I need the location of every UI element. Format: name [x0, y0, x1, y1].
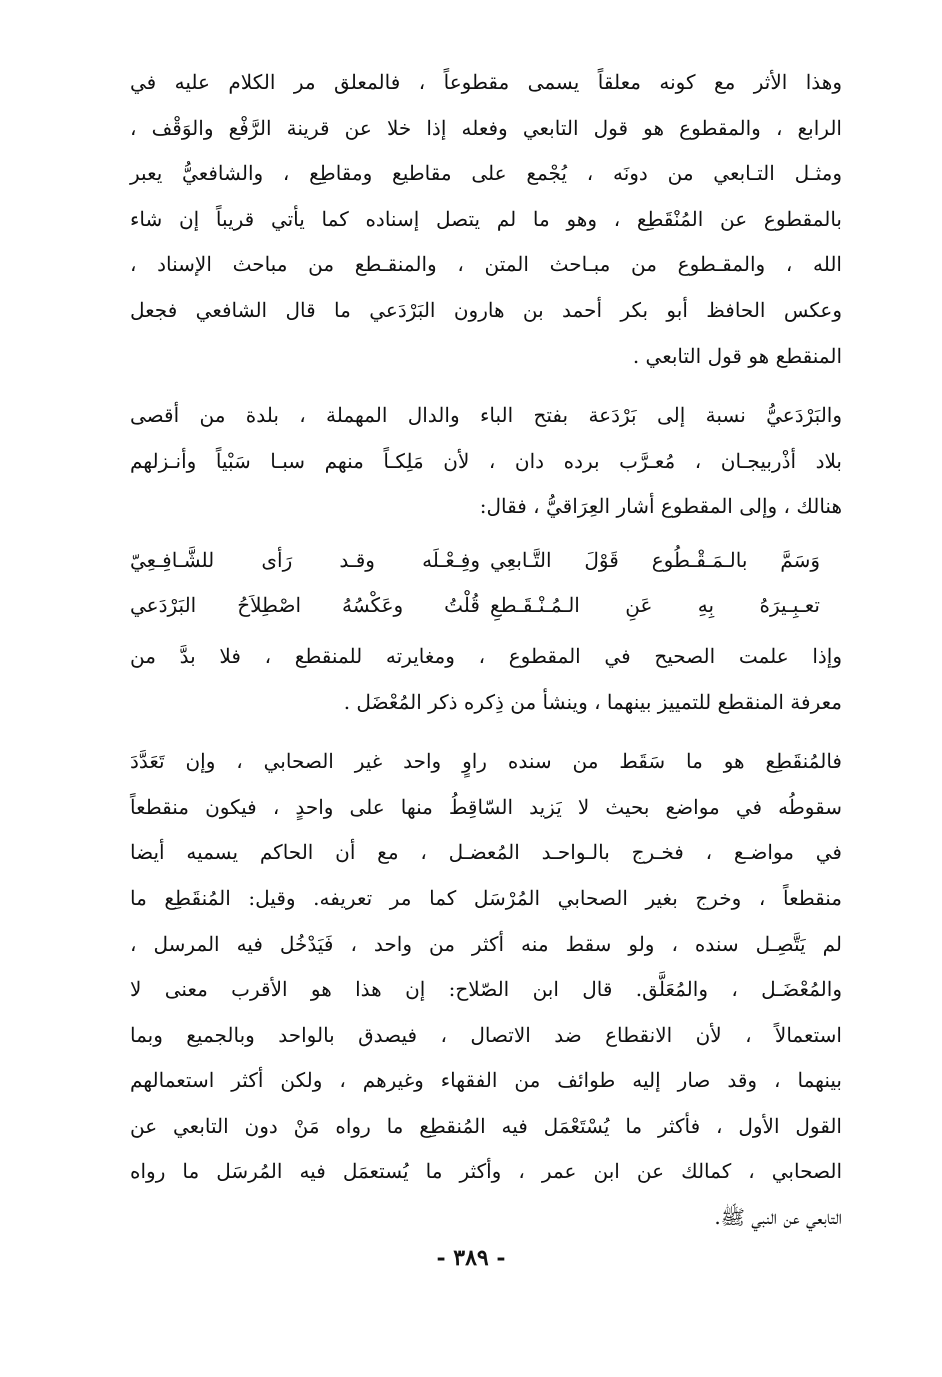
text-line: سقوطُه في مواضع بحيث لا يَزيد السّاقِطُ منها على واحدٍ ، فيكون منقطعاً — [130, 794, 842, 819]
text-line: الصحابي ، كمالك عن ابن عمر ، وأكثر ما يُستعمَل فيه المُرسَل ما رواه — [130, 1159, 842, 1184]
text-line: استعمالاً ، لأن الانقطاع ضد الاتصال ، فيصدق بالواحد وبالجميع وبما — [130, 1022, 842, 1047]
text-line: بينهما ، وقد صار إليه طوائف من الفقهاء وغيرهم ، ولكن أكثر استعمالهم — [130, 1068, 842, 1093]
text-line: منقطعاً ، وخرج بغير الصحابي المُرْسَل كما مر تعريفه. وقيل: المُنقَطِع ما — [130, 885, 842, 910]
text-line: في مواضـع ، فخـرج بالـواحـد المُعضـل ، مع أن الحاكم يسميه أيضا — [130, 840, 842, 865]
paragraph-3 — [130, 634, 842, 725]
text-line: وهذا الأثر مع كونه معلقاً يسمى مقطوعاً ، فالمعلق مر الكلام عليه في — [130, 70, 842, 94]
text-line: الله ، والمقـطوع من مبـاحث المتن ، والمنقـطع من مباحث الإسناد ، — [130, 252, 842, 277]
poem-block — [130, 538, 842, 628]
verse-second-hemistich: وفِـعْـلَه وقـد رَأى للشَّـافِـعِيّ — [130, 547, 480, 572]
page-body — [130, 60, 842, 1241]
text-line: والبَرْدَعيُّ نسبة إلى بَرْدَعة بفتح الباء والدال المهملة ، بلدة من أقصى — [130, 403, 842, 428]
verse-second-hemistich: قُلْتُ وعَكْسُهُ اصْطِلاَحُ البَرْدَعي — [130, 592, 480, 617]
text-line: لم يَتَّصِـل سنده ، ولو سقط منه أكثر من واحد ، فَيَدْخُل فيه المرسل ، — [130, 931, 842, 956]
text-line: بلاد أذْربيجـان ، مُعـرَّب برده دان ، لأن مَلِكـاً منهم سبـا سَبْياً وأنـزلهم — [130, 448, 842, 473]
verse-first-hemistich: وَسَمَّ بالـمَـقْـطُوع قَوْلَ التَّـابعِي — [490, 547, 820, 572]
text-line: القول الأول ، فأكثر ما يُسْتَعْمَل فيه المُنقطِع ما رواه مَنْ دون التابعي عن — [130, 1113, 842, 1138]
paragraph-4 — [130, 739, 842, 1241]
poem-verse — [130, 583, 842, 628]
text-line: وعكس الحافظ أبو بكر أحمد بن هارون البَرْدَعي ما قال الشافعي فجعل — [130, 297, 842, 322]
text-line: المنقطع هو قول التابعي . — [632, 343, 842, 368]
text-line: التابعي عن النبي ﷺ. — [714, 1205, 842, 1230]
text-line: هنالك ، وإلى المقطوع أشار العِرَاقيُّ ، فقال: — [479, 494, 842, 519]
text-line: الرابع ، والمقطوع هو قول التابعي وفعله إذا خلا عن قرينة الرَّفْع والوَقْف ، — [130, 115, 842, 140]
paragraph-gap — [130, 379, 842, 393]
page-number: - ٣٨٩ - — [436, 1245, 506, 1271]
text-line: ومثـل التـابعي من دونَه ، يُجْمع على مقاطيع ومقاطِع ، والشافعيُّ يعبر — [130, 161, 842, 186]
text-line: معرفة المنقطع للتمييز بينهما ، وينشأ من ذِكره ذكر المُعْضَل . — [343, 689, 842, 714]
paragraph-2 — [130, 393, 842, 530]
text-line: والمُعْضَـل ، والمُعَلَّق. قال ابن الصّلاح: إن هذا هو الأقرب معنى لا — [130, 977, 842, 1002]
text-line: وإذا علمت الصحيح في المقطوع ، ومغايرته للمنقطع ، فلا بدَّ من — [130, 643, 842, 668]
verse-first-hemistich: تعـبِـيرَهُ بِهِ عَنِ الـمُـنْـقَـطعِ — [490, 592, 820, 617]
paragraph-gap — [130, 725, 842, 739]
text-line: بالمقطوع عن المُنْقَطِع ، وهو ما لم يتصل إسناده كما يأتي قريباً إن شاء — [130, 206, 842, 231]
poem-verse — [130, 538, 842, 583]
text-line: فالمُنقَطِع هو ما سَقَط من سنده راوٍ واحد غير الصحابي ، وإن تَعَدَّدَ — [130, 749, 842, 774]
paragraph-1 — [130, 60, 842, 379]
